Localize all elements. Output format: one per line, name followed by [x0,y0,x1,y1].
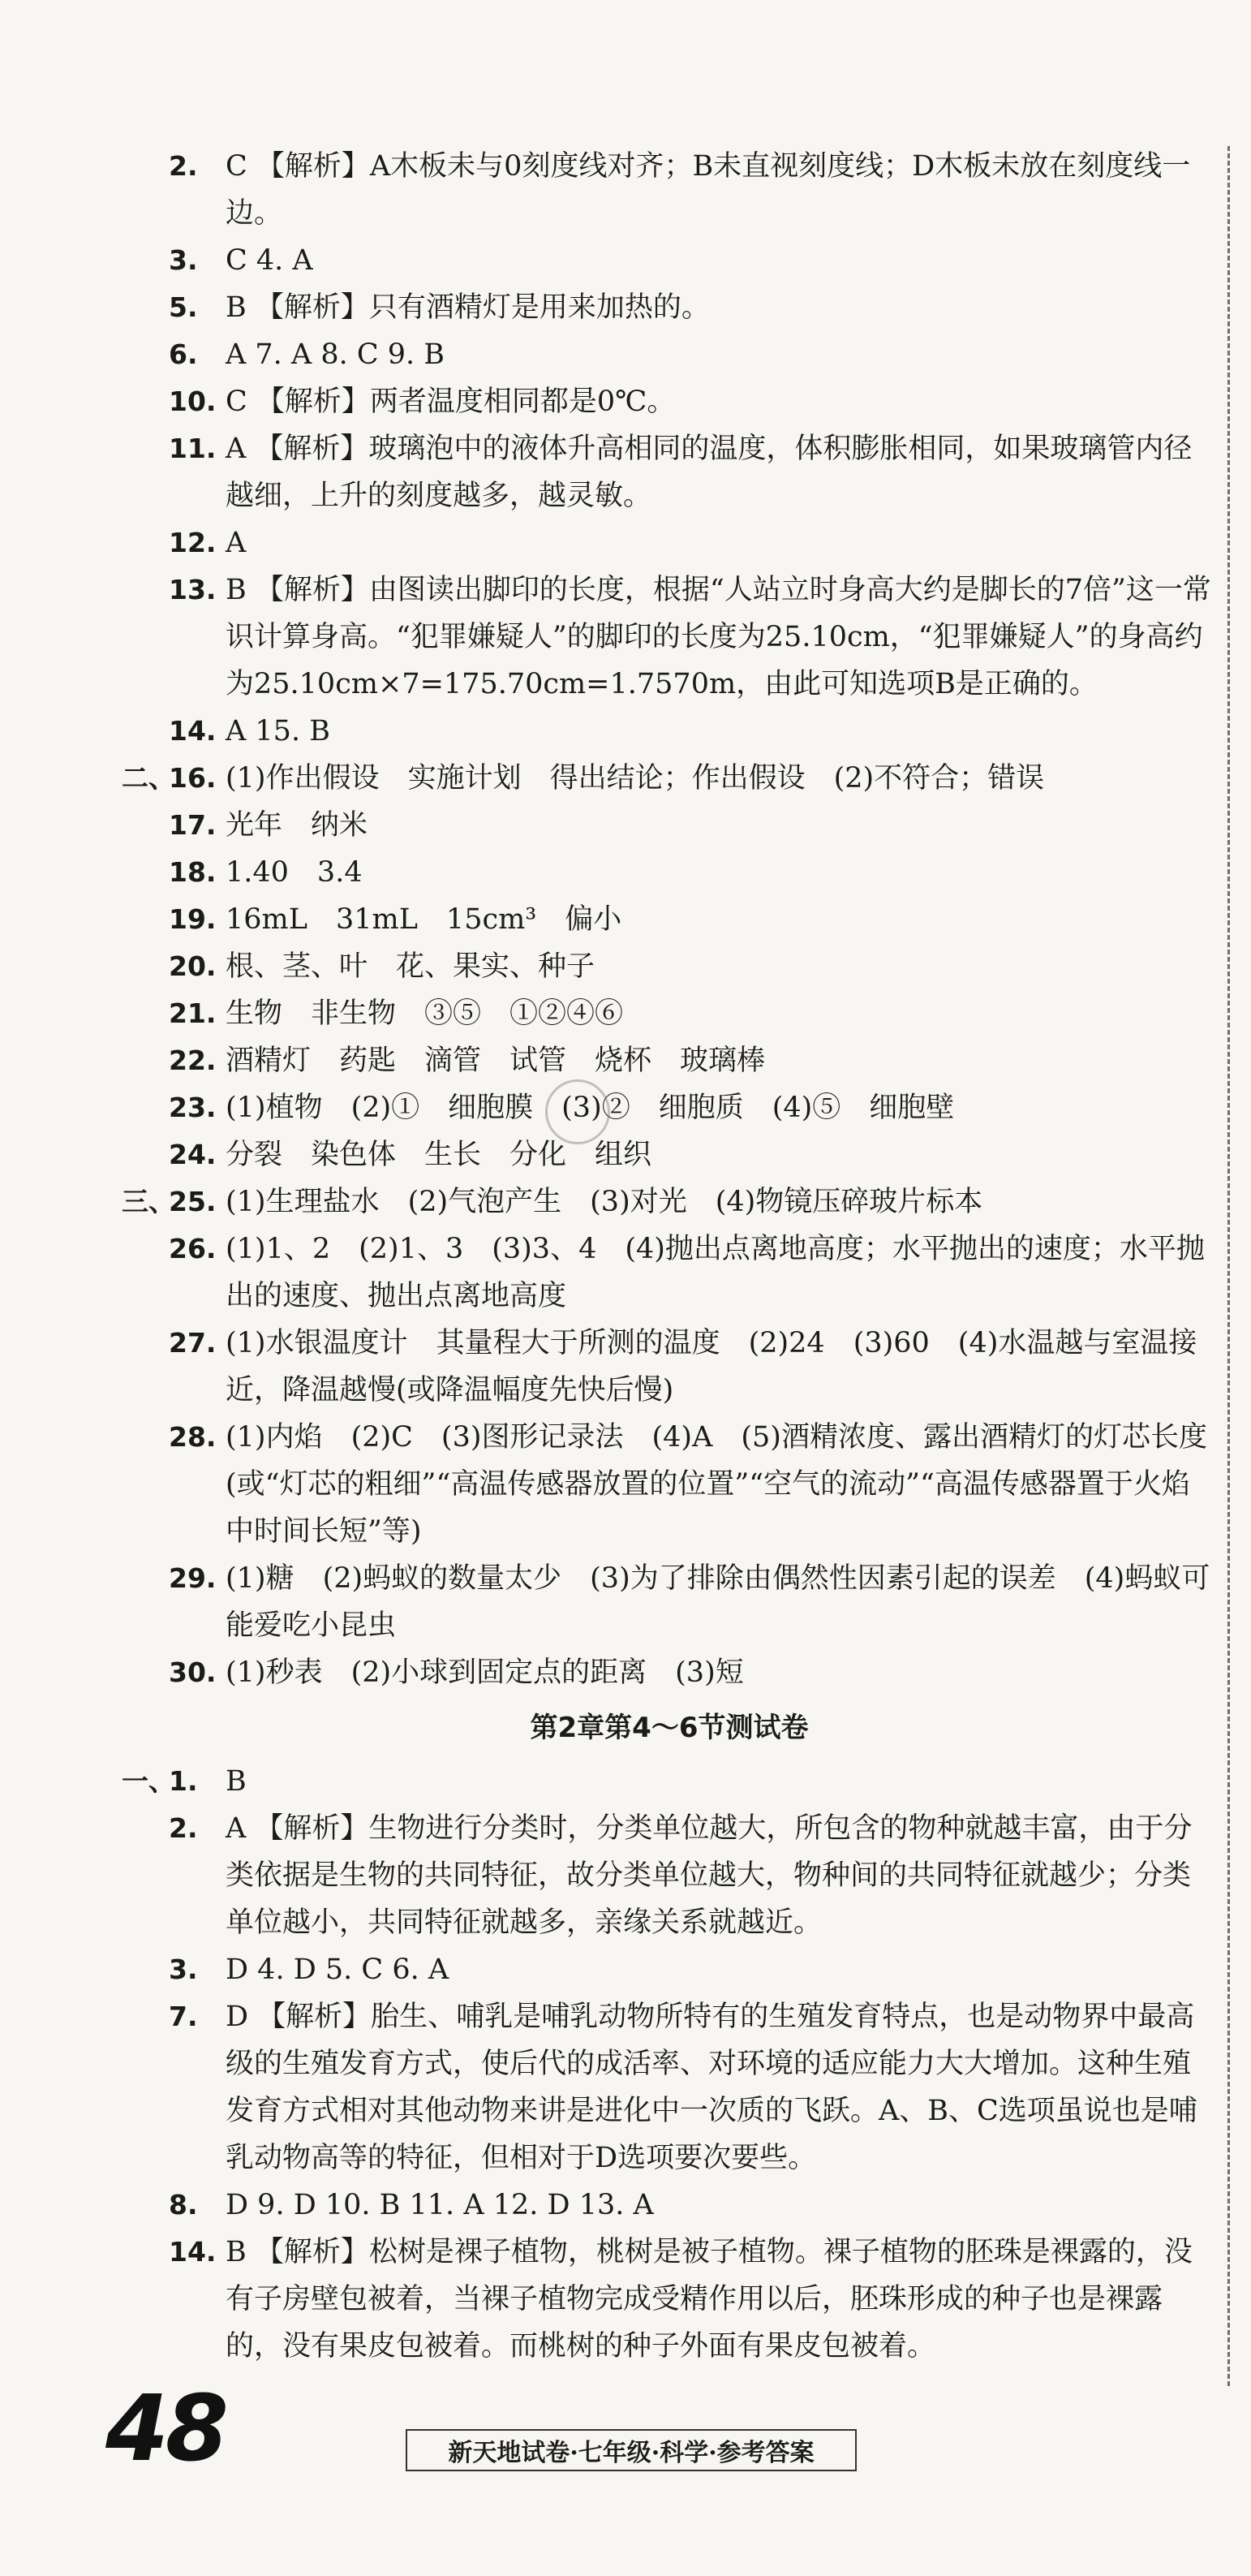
item-number: 5. [169,291,198,323]
item-number: 11. [169,433,217,464]
item-text: A 【解析】生物进行分类时，分类单位越大，所包含的物种就越丰富，由于分类依据是生物的共同特征，故分类单位越大，物种间的共同特征就越少；分类单位越小，共同特征就越多，亲缘关系就越近。 [226,1812,1193,1939]
item-text: A 【解析】玻璃泡中的液体升高相同的温度，体积膨胀相同，如果玻璃管内径越细，上升的刻度越多，越灵敏。 [226,433,1193,512]
item-number: 12. [169,527,217,558]
answer-list-2 [122,1758,1217,2370]
item-text: 酒精灯 药匙 滴管 试管 烧杯 玻璃棒 [226,1045,766,1077]
answer-item [122,1320,1217,1414]
answer-item [122,1946,1217,1993]
item-number: 18. [169,856,217,888]
item-text: D 【解析】胎生、哺乳是哺乳动物所特有的生殖发育特点，也是动物界中最高级的生殖发育方式，使后代的成活率、对环境的适应能力大大增加。这种生殖发育方式相对其他动物来讲是进化中一次质的飞跃。A、B、C选项虽说也是哺乳动物高等的特征，但相对于D选项要次要些。 [226,2001,1197,2174]
answer-item [122,849,1217,896]
answer-item [122,1226,1217,1320]
item-text: 根、茎、叶 花、果实、种子 [226,950,595,983]
answer-item [122,943,1217,990]
item-text: 光年 纳米 [226,809,368,842]
answer-item [122,802,1217,849]
item-text: C 【解析】A木板未与0刻度线对齐；B未直视刻度线；D木板未放在刻度线一边。 [226,150,1191,230]
answer-item [122,143,1217,237]
answer-item [122,1178,1217,1226]
item-text: B 【解析】由图读出脚印的长度，根据“人站立时身高大约是脚长的7倍”这一常识计算身高。“犯罪嫌疑人”的脚印的长度为25.10cm，“犯罪嫌疑人”的身高约为25.10cm×7=175.70cm=1.7570m，由此可知选项B是正确的。 [226,574,1211,700]
item-text: (1)1、2 (2)1、3 (3)3、4 (4)抛出点离地高度；水平抛出的速度；水平抛出的速度、抛出点离地高度 [226,1233,1205,1312]
answer-item [122,990,1217,1037]
item-text: 16mL 31mL 15cm³ 偏小 [226,903,622,936]
section-marker: 三、 [122,1186,175,1217]
item-text: B 【解析】只有酒精灯是用来加热的。 [226,291,710,324]
item-text: (1)水银温度计 其量程大于所测的温度 (2)24 (3)60 (4)水温越与室温接近，降温越慢(或降温幅度先快后慢) [226,1327,1197,1406]
answer-list-1 [122,143,1217,1696]
item-text: A 15. B [226,715,330,747]
answer-item [122,378,1217,425]
item-number: 14. [169,715,217,747]
item-text: 1.40 3.4 [226,856,363,889]
item-number: 23. [169,1092,217,1123]
item-text: A [226,527,247,559]
page-number: 48 [105,2376,226,2482]
answer-item [122,1649,1217,1696]
answer-item [122,519,1217,566]
item-number: 27. [169,1327,217,1359]
answer-item [122,755,1217,802]
item-text: (1)植物 (2)① 细胞膜 (3)② 细胞质 (4)⑤ 细胞壁 [226,1092,955,1124]
item-text: A 7. A 8. C 9. B [226,338,445,371]
answer-item [122,708,1217,755]
item-text: C 4. A [226,244,313,277]
answer-item [122,284,1217,331]
answer-item [122,1555,1217,1649]
footer-label: 新天地试卷·七年级·科学·参考答案 [406,2429,857,2471]
item-number: 16. [169,762,217,794]
answer-item [122,331,1217,378]
answer-content [122,143,1217,2370]
item-number: 26. [169,1233,217,1264]
item-number: 21. [169,997,217,1029]
item-number: 20. [169,950,217,982]
section-title: 第2章第4～6节测试卷 [530,1712,809,1744]
item-number: 14. [169,2236,217,2268]
answer-item [122,1037,1217,1084]
answer-item [122,1805,1217,1946]
answer-item [122,1758,1217,1805]
item-number: 10. [169,386,217,417]
item-number: 22. [169,1045,217,1076]
item-number: 28. [169,1421,217,1453]
answer-item [122,2182,1217,2229]
item-text: C 【解析】两者温度相同都是0℃。 [226,386,676,418]
item-number: 2. [169,1812,198,1844]
answer-item [122,1414,1217,1555]
item-text: 分裂 染色体 生长 分化 组织 [226,1139,652,1171]
dashed-margin-line [1227,146,1230,2386]
item-number: 29. [169,1562,217,1594]
answer-item [122,566,1217,708]
item-number: 8. [169,2189,198,2221]
item-number: 1. [169,1765,198,1797]
item-text: 生物 非生物 ③⑤ ①②④⑥ [226,997,624,1030]
answer-item [122,1131,1217,1178]
item-text: D 9. D 10. B 11. A 12. D 13. A [226,2189,654,2221]
item-number: 2. [169,150,198,182]
item-text: B 【解析】松树是裸子植物，桃树是被子植物。裸子植物的胚珠是裸露的，没有子房壁包被着，当裸子植物完成受精作用以后，胚珠形成的种子也是裸露的，没有果皮包被着。而桃树的种子外面有果皮包被着。 [226,2236,1193,2363]
answer-item [122,425,1217,519]
item-text: D 4. D 5. C 6. A [226,1954,449,1986]
answer-item [122,1993,1217,2182]
item-number: 3. [169,244,198,276]
item-text: (1)作出假设 实施计划 得出结论；作出假设 (2)不符合；错误 [226,762,1045,795]
answer-item [122,1084,1217,1131]
answer-item [122,896,1217,943]
item-text: (1)内焰 (2)C (3)图形记录法 (4)A (5)酒精浓度、露出酒精灯的灯芯长度(或“灯芯的粗细”“高温传感器放置的位置”“空气的流动”“高温传感器置于火焰中时间长短”等) [226,1421,1207,1548]
item-number: 3. [169,1954,198,1985]
faded-stamp-icon [545,1079,610,1144]
item-number: 7. [169,2001,198,2032]
item-number: 24. [169,1139,217,1170]
section-marker: 二、 [122,762,175,794]
answer-item [122,237,1217,284]
item-number: 17. [169,809,217,841]
item-text: (1)秒表 (2)小球到固定点的距离 (3)短 [226,1656,744,1689]
section-marker: 一、 [122,1765,175,1797]
item-text: (1)生理盐水 (2)气泡产生 (3)对光 (4)物镜压碎玻片标本 [226,1186,983,1218]
item-text: B [226,1765,247,1798]
item-number: 25. [169,1186,217,1217]
item-number: 30. [169,1656,217,1688]
item-number: 13. [169,574,217,605]
answer-item [122,2229,1217,2370]
item-number: 6. [169,338,198,370]
item-text: (1)糖 (2)蚂蚁的数量太少 (3)为了排除由偶然性因素引起的误差 (4)蚂蚁可能爱吃小昆虫 [226,1562,1210,1642]
item-number: 19. [169,903,217,935]
